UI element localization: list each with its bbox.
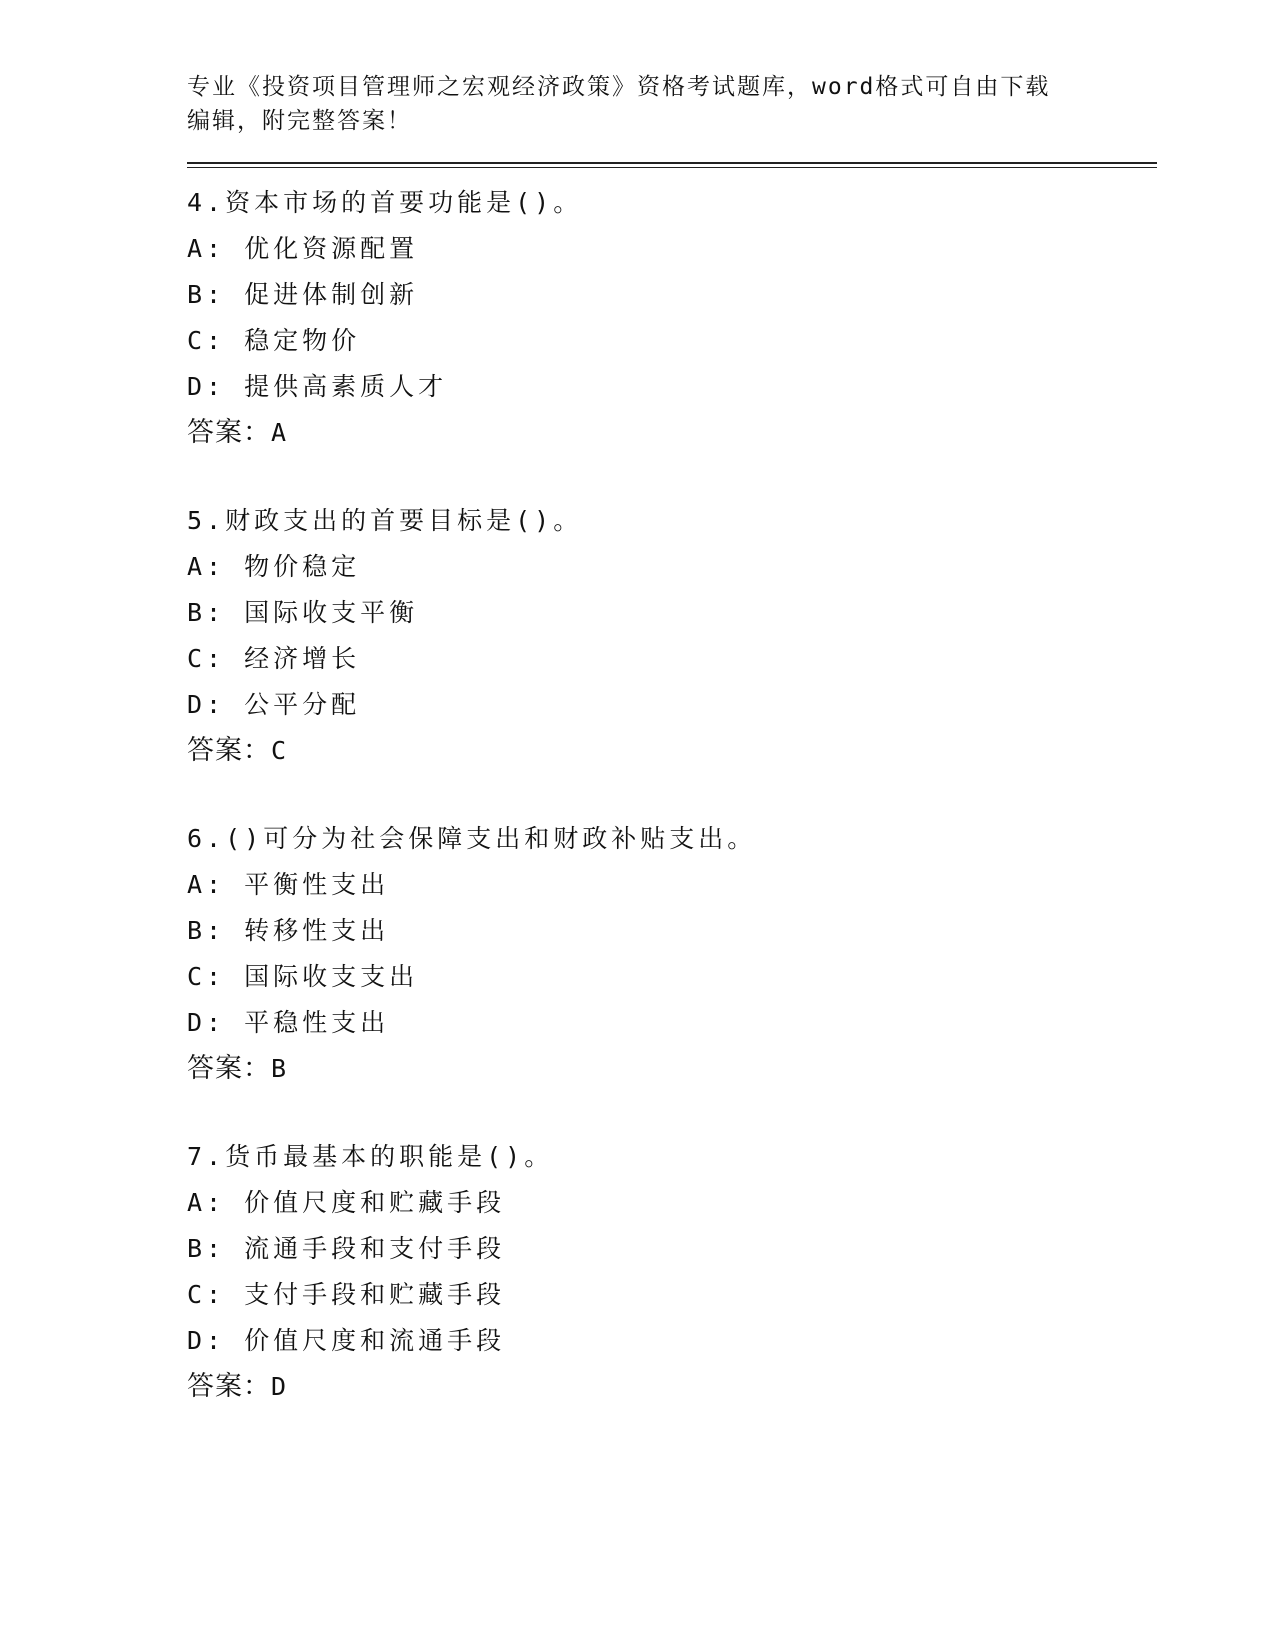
option-b: B: 转移性支出: [187, 916, 390, 945]
answer-value: A: [271, 418, 288, 447]
option-a: A: 物价稳定: [187, 552, 361, 581]
question-stem: 4.资本市场的首要功能是()。: [187, 188, 583, 217]
option-b: B: 流通手段和支付手段: [187, 1234, 506, 1263]
answer-label: 答案：: [187, 1371, 271, 1402]
answer-value: D: [271, 1372, 288, 1401]
answer-line: [187, 1364, 1157, 1410]
answer-label: 答案：: [187, 417, 271, 448]
question-stem: 7.货币最基本的职能是()。: [187, 1142, 554, 1171]
question-block: [187, 1134, 1157, 1410]
answer-value: B: [271, 1054, 288, 1083]
answer-line: [187, 728, 1157, 774]
question-block: [187, 180, 1157, 456]
option-c: C: 经济增长: [187, 644, 361, 673]
option-b: B: 国际收支平衡: [187, 598, 419, 627]
option-c: C: 稳定物价: [187, 326, 361, 355]
option-c: C: 国际收支支出: [187, 962, 419, 991]
option-a: A: 优化资源配置: [187, 234, 419, 263]
answer-label: 答案：: [187, 735, 271, 766]
question-block: [187, 816, 1157, 1092]
option-a: A: 价值尺度和贮藏手段: [187, 1188, 506, 1217]
answer-line: [187, 410, 1157, 456]
option-d: D: 公平分配: [187, 690, 361, 719]
question-block: [187, 498, 1157, 774]
document-page: [187, 70, 1157, 1410]
answer-label: 答案：: [187, 1053, 271, 1084]
question-stem: 6.()可分为社会保障支出和财政补贴支出。: [187, 824, 757, 853]
option-d: D: 平稳性支出: [187, 1008, 390, 1037]
answer-line: [187, 1046, 1157, 1092]
option-d: D: 价值尺度和流通手段: [187, 1326, 506, 1355]
option-c: C: 支付手段和贮藏手段: [187, 1280, 506, 1309]
option-d: D: 提供高素质人才: [187, 372, 448, 401]
answer-value: C: [271, 736, 288, 765]
option-a: A: 平衡性支出: [187, 870, 390, 899]
question-stem: 5.财政支出的首要目标是()。: [187, 506, 583, 535]
document-header: 专业《投资项目管理师之宏观经济政策》资格考试题库，word格式可自由下载编辑，附完整答案！: [187, 74, 1051, 134]
header-divider: [187, 162, 1157, 168]
option-b: B: 促进体制创新: [187, 280, 419, 309]
